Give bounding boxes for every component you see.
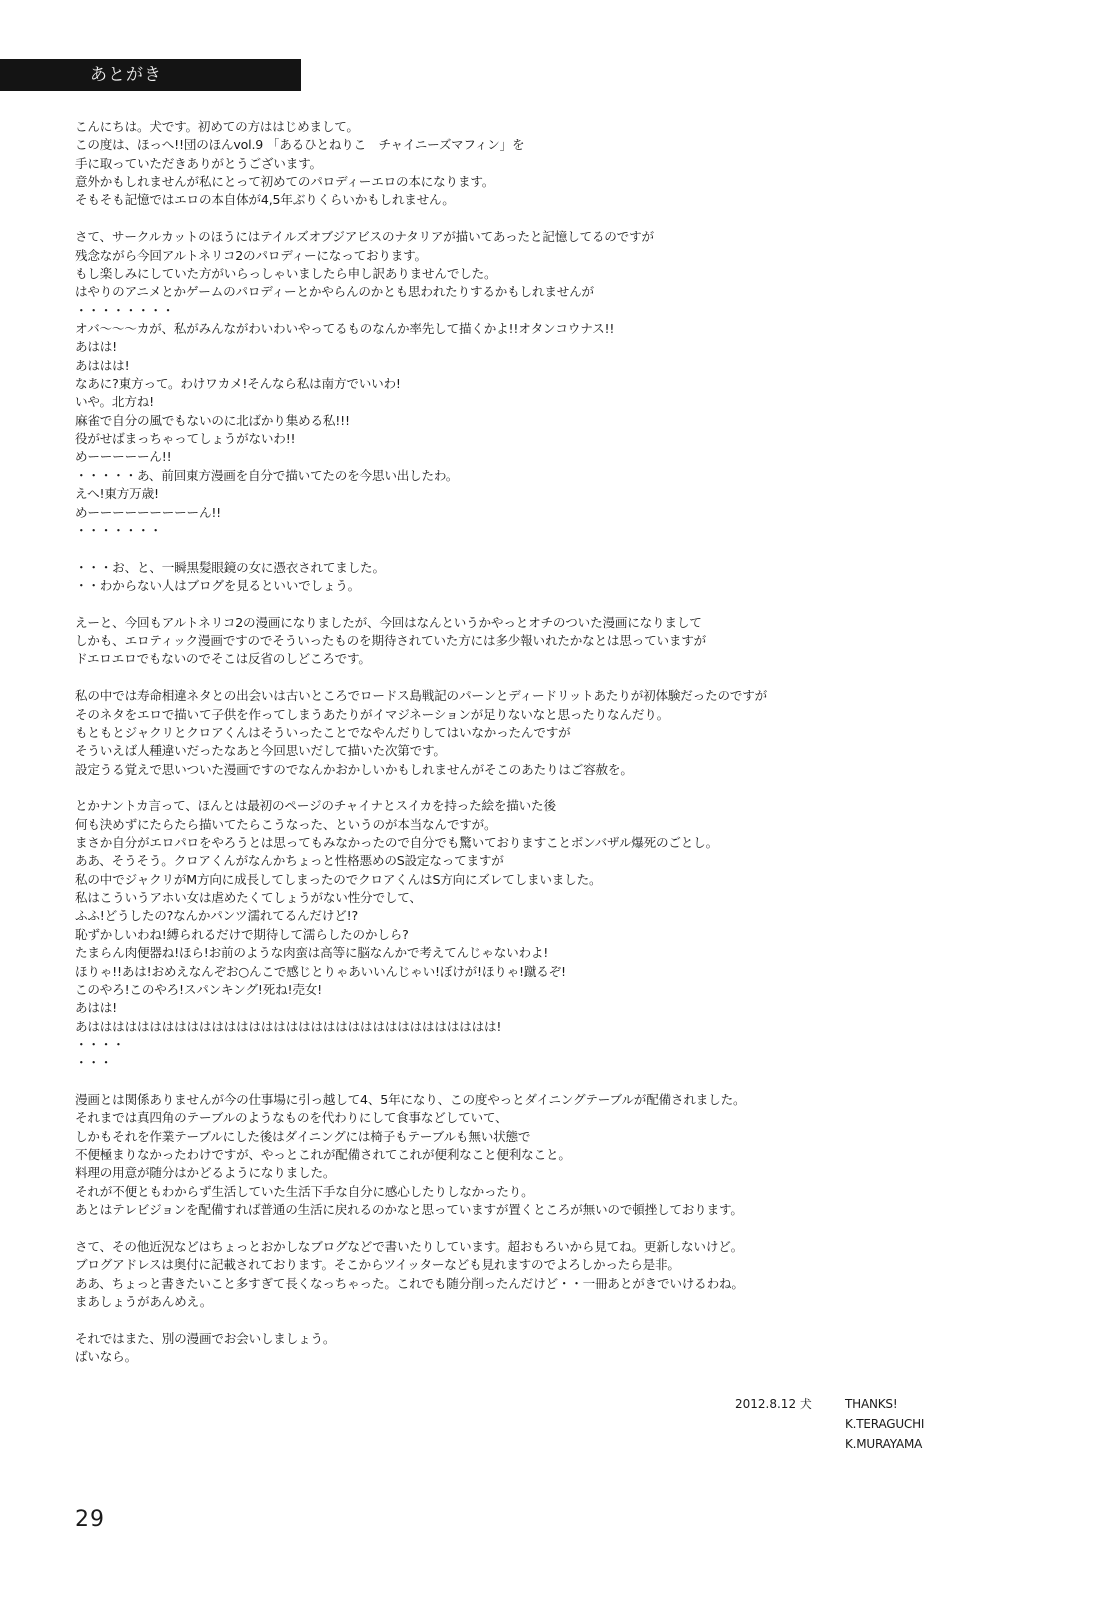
text-line: 意外かもしれませんが私にとって初めてのパロディーエロの本になります。 <box>75 174 495 190</box>
paragraph <box>75 228 1075 540</box>
afterword-body <box>75 118 1075 1385</box>
credit-name: K.MURAYAMA <box>845 1437 923 1451</box>
text-line: さて、その他近況などはちょっとおかしなブログなどで書いたりしています。超おもろいから見てね。更新しないけど。 <box>75 1238 744 1254</box>
paragraph <box>75 559 1075 596</box>
credit-name: K.TERAGUCHI <box>845 1417 925 1431</box>
text-line: えーと、今回もアルトネリコ2の漫画になりましたが、今回はなんというかやっとオチのついた漫画になりまして <box>75 614 702 630</box>
text-line: それが不便ともわからず生活していた生活下手な自分に感心したりしなかったり。 <box>75 1183 534 1199</box>
text-line: まあしょうがあんめえ。 <box>75 1294 213 1309</box>
text-line: 何も決めずにたらたら描いてたらこうなった、というのが本当なんですが。 <box>75 816 497 832</box>
text-line: 役がせばまっちゃってしょうがないわ!! <box>75 431 296 447</box>
paragraph <box>75 614 1075 669</box>
text-line: なあに?東方って。わけワカメ!そんなら私は南方でいいわ! <box>75 376 401 392</box>
text-line: あとはテレビジョンを配備すれば普通の生活に戻れるのかなと思っていますが置くところが無いので頓挫しております。 <box>75 1202 743 1218</box>
text-line: ・・・・・・・・ <box>75 302 175 318</box>
text-line: しかも、エロティック漫画ですのでそういったものを期待されていた方には多少報いれたかなとは思っていますが <box>75 633 707 649</box>
paragraph <box>75 797 1075 1072</box>
paragraph <box>75 687 1075 779</box>
paragraph <box>75 1330 1075 1367</box>
text-line: しかもそれを作業テーブルにした後はダイニングには椅子もテーブルも無い状態で <box>75 1128 531 1144</box>
text-line: こんにちは。犬です。初めての方ははじめまして。 <box>75 119 359 134</box>
text-line: ああ、そうそう。クロアくんがなんかちょっと性格悪めのS設定なってますが <box>75 853 504 869</box>
text-line: あはは! <box>75 339 118 355</box>
text-line: はやりのアニメとかゲームのパロディーとかやらんのかとも思われたりするかもしれませんが <box>75 284 594 300</box>
text-line: この度は、ほっへ!!団のほんvol.9 「あるひとねりこ チャイニーズマフィン」を <box>75 137 525 153</box>
text-line: もともとジャクリとクロアくんはそういったことでなやんだりしてはいなかったんですが <box>75 724 571 740</box>
text-line: ブログアドレスは奥付に記載されております。そこからツイッターなども見れますのでよろしかったら是非。 <box>75 1257 680 1273</box>
text-line: いや。北方ね! <box>75 394 154 410</box>
text-line: めーーーーーん!! <box>75 449 172 465</box>
header-bar <box>0 59 301 91</box>
text-line: それではまた、別の漫画でお会いしましょう。 <box>75 1330 336 1346</box>
text-line: 設定うる覚えで思いついた漫画ですのでなんかおかしいかもしれませんがそこのあたりはご容赦を。 <box>75 761 633 777</box>
text-line: あははははははははははははははははははははははははははははははははは! <box>75 1018 502 1034</box>
text-line: 残念ながら今回アルトネリコ2のパロディーになっております。 <box>75 247 427 263</box>
text-line: ドエロエロでもないのでそこは反省のしどころです。 <box>75 651 371 667</box>
text-line: ・・わからない人はブログを見るといいでしょう。 <box>75 577 361 593</box>
text-line: そもそも記憶ではエロの本自体が4,5年ぶりくらいかもしれません。 <box>75 192 455 208</box>
text-line: ・・・ <box>75 1055 113 1071</box>
text-line: そういえば人種違いだったなあと今回思いだして描いた次第です。 <box>75 743 446 759</box>
thanks-heading: THANKS! <box>845 1397 898 1411</box>
text-line: あははは! <box>75 357 130 373</box>
text-line: 漫画とは関係ありませんが今の仕事場に引っ越して4、5年になり、この度やっとダイニングテーブルが配備されました。 <box>75 1092 746 1108</box>
text-line: めーーーーーーーーーん!! <box>75 504 222 520</box>
page-title: あとがき <box>90 65 162 85</box>
paragraph <box>75 118 1075 210</box>
text-line: ふふ!どうしたの?なんかパンツ濡れてるんだけど!? <box>75 908 358 924</box>
text-line: オバ～～～カが、私がみんながわいわいやってるものなんか率先して描くかよ!!オタンコウナス!! <box>75 320 615 336</box>
text-line: もし楽しみにしていた方がいらっしゃいましたら申し訳ありませんでした。 <box>75 265 497 281</box>
text-line: ・・・・ <box>75 1036 125 1052</box>
text-line: それまでは真四角のテーブルのようなものを代わりにして食事などしていて、 <box>75 1110 508 1126</box>
text-line: さて、サークルカットのほうにはテイルズオブジアビスのナタリアが描いてあったと記憶してるのですが <box>75 229 654 245</box>
text-line: ・・・・・・・ <box>75 522 162 538</box>
text-line: ほりゃ!!あは!おめえなんぞお○んこで感じとりゃあいいんじゃい!ぼけが!ほりゃ!蹴るぞ! <box>75 963 566 979</box>
text-line: ・・・・・あ、前回東方漫画を自分で描いてたのを今思い出したわ。 <box>75 467 459 483</box>
text-line: ばいなら。 <box>75 1349 137 1365</box>
text-line: とかナントカ言って、ほんとは最初のページのチャイナとスイカを持った絵を描いた後 <box>75 798 556 814</box>
paragraph <box>75 1238 1075 1311</box>
text-line: まさか自分がエロパロをやろうとは思ってもみなかったので自分でも驚いておりますことボンバザル爆死のごとし。 <box>75 835 718 851</box>
text-line: 私の中でジャクリがM方向に成長してしまったのでクロアくんはS方向にズレてしまいました。 <box>75 871 602 887</box>
text-line: ・・・お、と、一瞬黒髪眼鏡の女に憑衣されてました。 <box>75 559 385 575</box>
text-line: たまらん肉便器ね!ほら!お前のような肉蛮は高等に脳なんかで考えてんじゃないわよ! <box>75 945 549 961</box>
text-line: 麻雀で自分の風でもないのに北ばかり集める私!!! <box>75 412 350 428</box>
text-line: ああ、ちょっと書きたいこと多すぎて長くなっちゃった。これでも随分削ったんだけど・・一冊あとがきでいけるわね。 <box>75 1275 744 1291</box>
text-line: 私はこういうアホい女は虐めたくてしょうがない性分でして、 <box>75 890 422 906</box>
text-line: 不便極まりなかったわけですが、やっとこれが配備されてこれが便利なこと便利なこと。 <box>75 1147 571 1163</box>
text-line: えへ!東方万歳! <box>75 486 159 502</box>
date-signature: 2012.8.12 犬 <box>735 1397 812 1411</box>
thanks-credits <box>845 1394 924 1454</box>
text-line: 恥ずかしいわね!縛られるだけで期待して濡らしたのかしら? <box>75 926 409 942</box>
text-line: そのネタをエロで描いて子供を作ってしまうあたりがイマジネーションが足りないなと思ったりなんだり。 <box>75 706 670 722</box>
text-line: 料理の用意が随分はかどるようになりました。 <box>75 1165 336 1181</box>
text-line: 私の中では寿命相違ネタとの出会いは古いところでロードス島戦記のパーンとディードリットあたりが初体験だったのですが <box>75 688 768 704</box>
paragraph <box>75 1091 1075 1220</box>
text-line: このやろ!このやろ!スパンキング!死ね!売女! <box>75 981 322 997</box>
text-line: 手に取っていただきありがとうございます。 <box>75 155 322 171</box>
page-number: 29 <box>75 1507 105 1532</box>
text-line: あはは! <box>75 1000 118 1016</box>
